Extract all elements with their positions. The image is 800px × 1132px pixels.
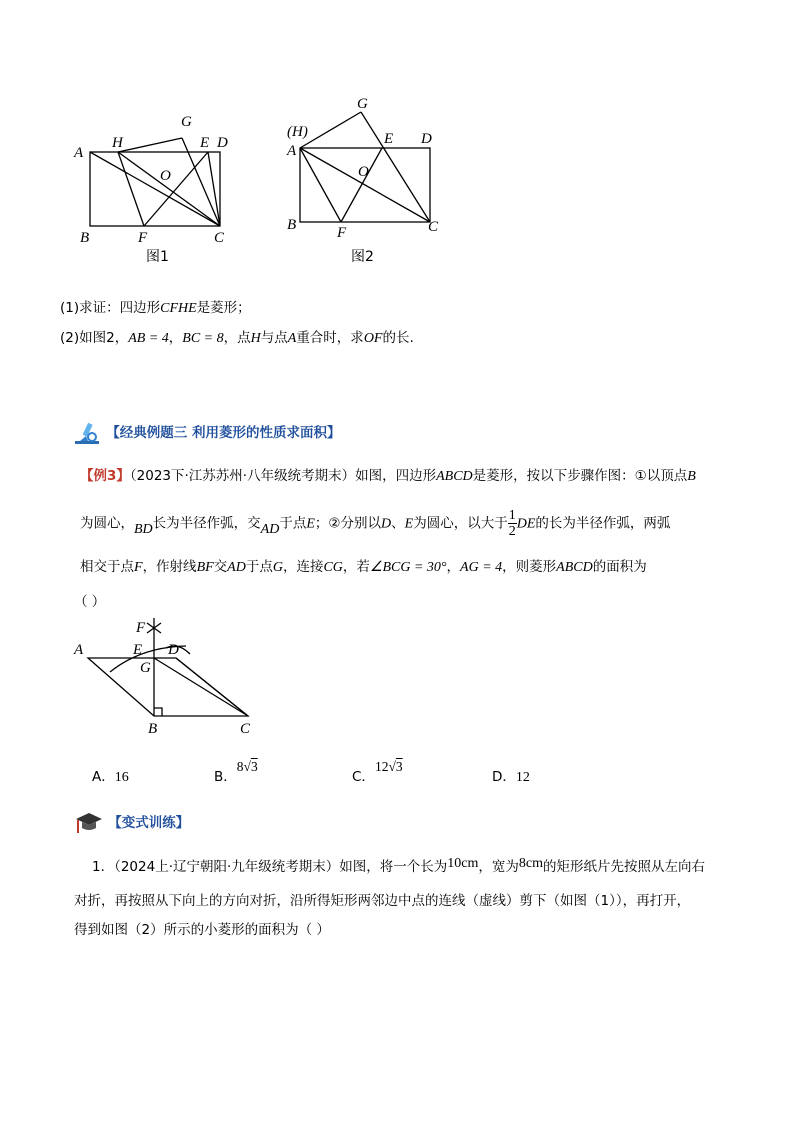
section-3-heading — [72, 420, 341, 446]
practice-1-line-1 — [92, 855, 705, 876]
q2-mid2: 与点 — [260, 330, 288, 346]
ex3-l2f: 为圆心，以大于 — [413, 515, 508, 532]
ex3-l3f: ，若 — [342, 559, 370, 575]
frac-den: 2 — [508, 524, 516, 539]
ex3-cg: CG — [323, 560, 343, 575]
label-f: F — [337, 225, 347, 241]
ex3-l3e: ，连接 — [282, 559, 324, 575]
option-b-label: B． — [214, 769, 237, 785]
ex3-b: B — [687, 469, 696, 484]
label-f: F — [136, 620, 146, 636]
label-h: H — [112, 135, 123, 151]
p1c: 的矩形纸片先按照从左向右 — [543, 859, 705, 875]
ex3-bf: BF — [196, 560, 214, 575]
ex3-de: DE — [516, 516, 536, 532]
label-o: O — [160, 168, 171, 184]
label-a: A — [74, 642, 84, 658]
ex3-l2e: 、 — [391, 515, 405, 532]
option-d-label: D． — [492, 769, 516, 785]
label-c: C — [214, 230, 225, 246]
ex3-l3i: 的面积为 — [592, 559, 647, 575]
label-g: G — [140, 660, 151, 676]
ex3-abcd2: ABCD — [556, 560, 593, 575]
ex3-f: F — [134, 560, 143, 575]
p1b: ，宽为 — [478, 859, 519, 875]
example-3-line-3 — [80, 555, 647, 576]
q2-bc: BC = 8 — [182, 331, 224, 346]
option-b[interactable] — [214, 759, 258, 785]
ex3-l3b: ，作射线 — [142, 559, 197, 575]
ex3-bd: BD — [134, 521, 153, 537]
q2-mid: ，点 — [223, 330, 251, 346]
ex3-l1b: 是菱形，按以下步骤作图：①以顶点 — [472, 468, 688, 484]
label-h: (H) — [287, 124, 308, 140]
example-3-line-1 — [80, 464, 696, 485]
ex3-ad: AD — [260, 521, 280, 537]
q2-a: A — [287, 331, 297, 346]
label-a: A — [287, 143, 297, 159]
graduation-cap-icon — [74, 810, 104, 836]
label-d: D — [421, 131, 432, 147]
answer-paren: （ ） — [74, 594, 106, 610]
q2-h: H — [250, 331, 261, 346]
label-d: D — [217, 135, 228, 151]
label-d: D — [168, 642, 179, 658]
figure-1-caption: 图1 — [146, 249, 169, 265]
example-tag: 【例3】 — [80, 468, 130, 484]
label-e: E — [200, 135, 210, 151]
q1-suffix: 是菱形； — [196, 300, 251, 316]
label-c: C — [428, 219, 439, 235]
example-3-line-2 — [80, 508, 670, 539]
option-c-value: 12√3 — [374, 759, 403, 774]
option-c-coef: 12 — [374, 759, 389, 774]
figure-2 — [275, 92, 455, 272]
figure-rhombus — [66, 612, 276, 742]
ex3-e2: E — [404, 516, 414, 532]
label-b: B — [148, 721, 158, 737]
fraction-one-half — [508, 508, 517, 539]
label-c: C — [240, 721, 251, 737]
ex3-l2c: 于点 — [279, 515, 307, 532]
option-a[interactable] — [92, 765, 129, 786]
option-d[interactable] — [492, 765, 530, 786]
section-3-title: 【经典例题三 利用菱形的性质求面积】 — [106, 425, 341, 441]
option-c-radicand: 3 — [395, 759, 403, 774]
option-b-value: 8√3 — [236, 759, 258, 774]
ex3-abcd: ABCD — [436, 469, 473, 484]
label-b: B — [287, 217, 297, 233]
ex3-e: E — [306, 516, 315, 532]
ex3-d: D — [381, 516, 392, 532]
ex3-l3d: 于点 — [245, 559, 273, 575]
label-f: F — [138, 230, 148, 246]
p1a: 1．（2024上·辽宁朝阳·九年级统考期末）如图，将一个长为 — [92, 859, 448, 875]
option-a-label: A． — [92, 769, 115, 785]
q1-shape: CFHE — [160, 301, 197, 316]
figure-2-caption: 图2 — [351, 249, 374, 265]
question-1 — [60, 296, 251, 317]
option-c[interactable] — [352, 759, 403, 785]
p1-width: 8cm — [518, 856, 543, 871]
ex3-l3g: ， — [446, 559, 461, 575]
q1-text: (1)求证：四边形 — [60, 300, 161, 316]
label-o: O — [358, 164, 369, 180]
q2-suffix: 的长. — [382, 330, 414, 346]
ex3-angle: ∠BCG = 30° — [369, 560, 447, 575]
ex3-l2b: 长为半径作弧，交 — [152, 515, 261, 532]
label-a: A — [74, 145, 84, 161]
q2-mid3: 重合时，求 — [296, 330, 364, 346]
practice-1-line-2: 对折，再按照从下向上的方向对折，沿所得矩形两邻边中点的连线（虚线）剪下（如图（1）），再打开， — [74, 893, 691, 909]
ex3-ag: AG = 4 — [460, 560, 503, 575]
practice-heading — [74, 810, 189, 836]
option-c-label: C． — [352, 769, 375, 785]
label-e: E — [384, 131, 394, 147]
practice-title: 【变式训练】 — [108, 815, 190, 831]
q2-of: OF — [363, 331, 383, 346]
q2-ab: AB = 4 — [128, 331, 169, 346]
ex3-l2d: ；②分别以 — [314, 515, 382, 532]
option-a-value: 16 — [114, 770, 129, 785]
q2-prefix: (2)如图2， — [60, 330, 129, 346]
ex3-l2g: 的长为半径作弧，两弧 — [535, 515, 671, 532]
ex3-ad2: AD — [227, 560, 246, 575]
ex3-l3h: ，则菱形 — [502, 559, 557, 575]
question-2 — [60, 326, 414, 347]
figure-1 — [60, 100, 260, 270]
option-b-radicand: 3 — [250, 759, 258, 774]
option-d-value: 12 — [515, 770, 530, 785]
ex3-l1a: （2023下·江苏苏州·八年级统考期末）如图，四边形 — [129, 468, 437, 484]
frac-num: 1 — [508, 508, 516, 523]
practice-1-line-3: 得到如图（2）所示的小菱形的面积为（ ） — [74, 922, 330, 938]
ex3-l3a: 相交于点 — [80, 559, 134, 575]
ex3-l3c: 交 — [213, 559, 228, 575]
ex3-l2a: 为圆心， — [80, 515, 134, 532]
label-b: B — [80, 230, 90, 246]
option-b-coef: 8 — [236, 759, 244, 774]
p1-length: 10cm — [447, 856, 479, 871]
microscope-icon — [72, 420, 102, 446]
label-e: E — [133, 642, 143, 658]
ex3-g: G — [272, 560, 283, 575]
label-g: G — [357, 96, 368, 112]
q2-sep: ， — [168, 330, 183, 346]
label-g: G — [181, 114, 192, 130]
